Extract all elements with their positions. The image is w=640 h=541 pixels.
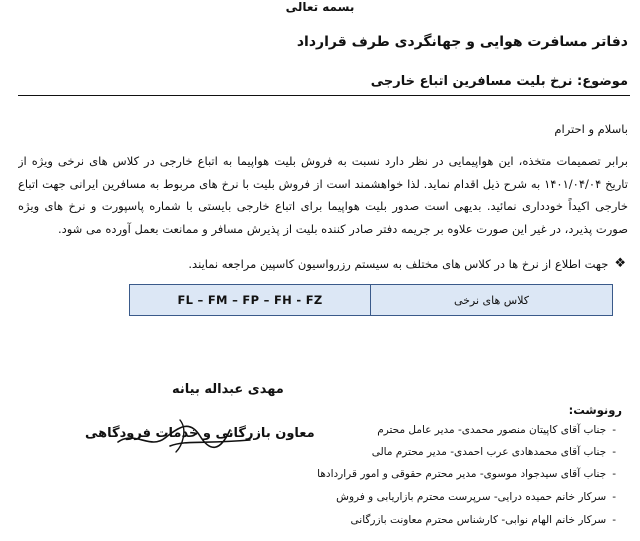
note-text: جهت اطلاع از نرخ ها در کلاس های مختلف به سیستم رزرواسیون کاسپین مراجعه نمایند. bbox=[188, 256, 609, 271]
subject-underline bbox=[18, 95, 630, 96]
signatory-title: معاون بازرگانی و خدمات فرودگاهی bbox=[85, 426, 315, 441]
cc-item: - جناب آقای سیدجواد موسوی- مدیر محترم حقوقی و امور قراردادها bbox=[317, 468, 616, 480]
cc-title: رونوشت: bbox=[568, 403, 622, 417]
body-paragraph bbox=[18, 150, 628, 240]
invocation: بسمه تعالی bbox=[285, 0, 355, 14]
cc-item: - جناب آقای محمدهادی عرب احمدی- مدیر محترم مالی bbox=[371, 446, 616, 458]
subject-line: موضوع: نرخ بلیت مسافرین اتباع خارجی bbox=[370, 74, 628, 89]
cc-item: - جناب آقای کاپیتان منصور محمدی- مدیر عامل محترم bbox=[377, 424, 616, 436]
greeting: باسلام و احترام bbox=[554, 122, 628, 136]
body-line: صورت پذیرد، در غیر این صورت علاوه بر جریمه دفتر صادر کننده بلیت از پذیرش مسافر و ممانعت بعمل آورده می شود. bbox=[57, 221, 628, 236]
note-row bbox=[188, 256, 626, 271]
recipient-line: دفاتر مسافرت هوایی و جهانگردی طرف قرارداد bbox=[296, 34, 628, 50]
fare-class-label: کلاس های نرخی bbox=[371, 285, 613, 316]
body-line: تاریخ ۱۴۰۱/۰۴/۰۴ به شرح ذیل اقدام نماید. لذا خواهشمند است از فروش بلیت با نرخ های مربوط به مسافرین ایرانی جهت اتباع bbox=[18, 176, 628, 191]
signatory-name: مهدی عبداله بیانه bbox=[172, 382, 284, 397]
body-line: برابر تصمیمات متخذه، این هواپیمایی در نظر دارد نسبت به فروش بلیت هواپیما به اتباع خارجی در کلاس های نرخی ویژه از bbox=[18, 154, 628, 168]
fare-class-table bbox=[129, 284, 613, 316]
cc-item: - سرکار خانم حمیده درایی- سرپرست محترم بازاریابی و فروش bbox=[336, 491, 616, 503]
body-line: خارجی اکیداً خودداری نمائید. بدیهی است صدور بلیت هواپیما برای اتباع خارجی بایستی با شماره پاسپورت و نرخ های ویژه bbox=[18, 199, 628, 213]
table-row bbox=[130, 285, 613, 316]
checkmark-bullet-icon: ❖ bbox=[614, 256, 626, 271]
cc-item: - سرکار خانم الهام نوابی- کارشناس محترم معاونت بازرگانی bbox=[350, 514, 616, 526]
fare-class-codes: FL – FM – FP – FH - FZ bbox=[130, 285, 371, 316]
